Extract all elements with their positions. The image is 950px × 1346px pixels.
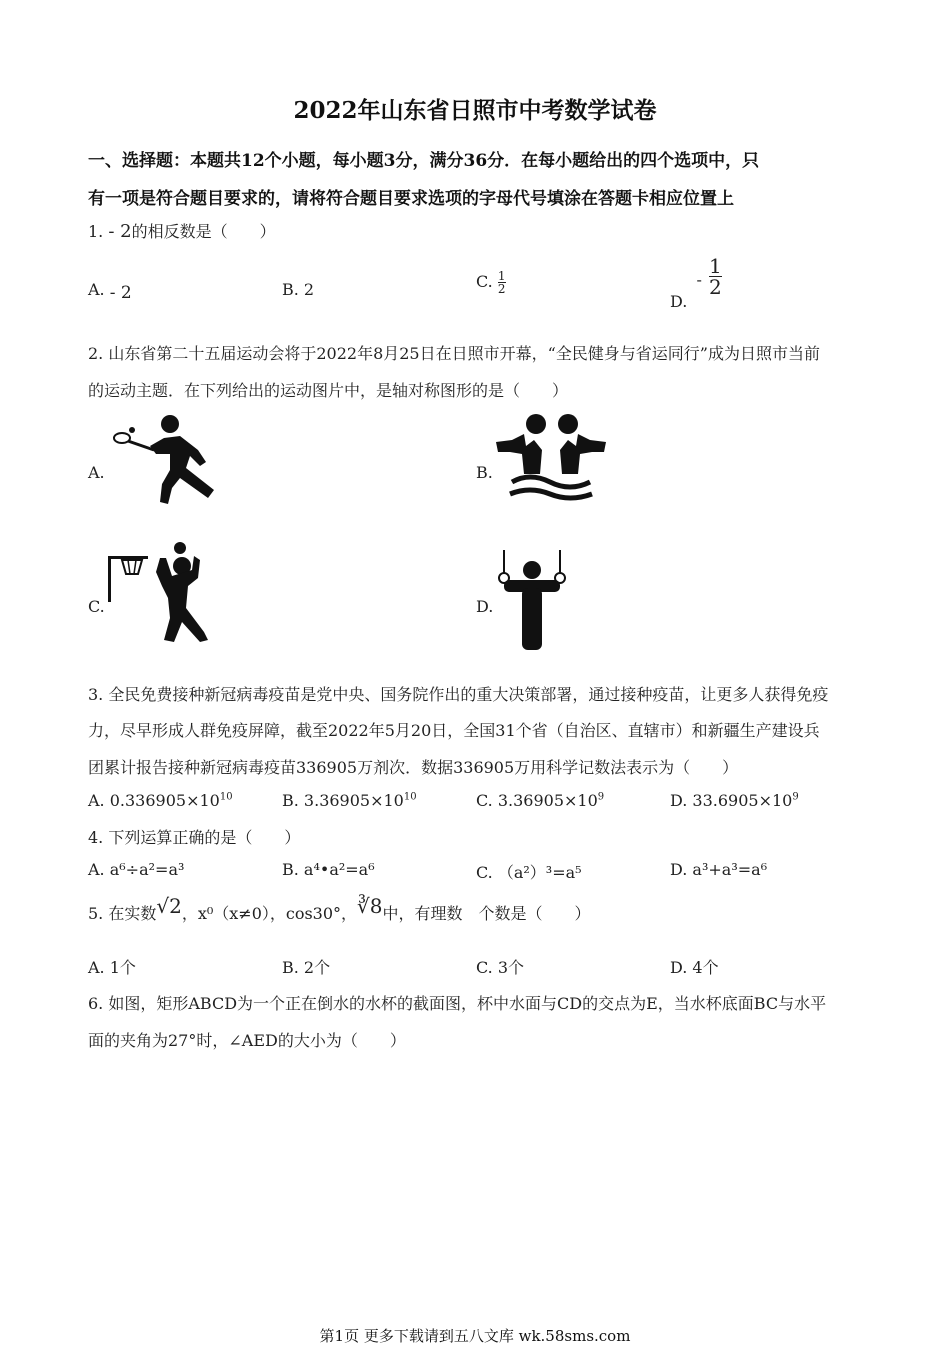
q1-option-c-fraction — [498, 270, 506, 295]
q3-option-d-text: D. 33.6905×10 — [670, 791, 793, 810]
q3-option-b[interactable] — [282, 791, 417, 810]
q3-option-c-text: C. 3.36905×10 — [476, 791, 598, 810]
q1-expression: - 2 — [108, 221, 132, 242]
q1-number: 1. — [88, 222, 104, 241]
q1-option-d[interactable] — [670, 254, 722, 311]
q5-sqrt2: √2 — [156, 894, 182, 918]
q1-option-c[interactable] — [476, 270, 506, 295]
q5-suffix: 中，有理数 个数是（ ） — [382, 904, 591, 923]
question-6-line2: 面的夹角为27°时，∠AED的大小为（ ） — [88, 1031, 406, 1050]
fraction-denominator: 2 — [497, 282, 506, 296]
fraction-numerator: 1 — [497, 269, 506, 283]
q5-option-c[interactable]: C. 3个 — [476, 958, 525, 977]
section-heading-line1: 一、选择题：本题共12个小题，每小题3分，满分36分．在每小题给出的四个选项中，只 — [88, 151, 760, 171]
q5-cbrt8: ∛8 — [357, 894, 383, 918]
basketball-player-icon[interactable] — [106, 542, 216, 650]
q3-option-d[interactable] — [670, 791, 799, 810]
question-2-line2: 的运动主题．在下列给出的运动图片中，是轴对称图形的是（ ） — [88, 381, 569, 400]
synchronized-swimmers-icon[interactable] — [494, 410, 608, 506]
q5-option-d[interactable]: D. 4个 — [670, 958, 719, 977]
question-5 — [88, 894, 591, 924]
page-title: 2022年山东省日照市中考数学试卷 — [293, 97, 657, 124]
q3-option-a[interactable] — [88, 791, 233, 810]
page-footer: 第1页 更多下载请到五八文库 wk.58sms.com — [319, 1327, 631, 1345]
q2-option-c-label[interactable]: C. — [88, 597, 105, 616]
q1-option-c-label: C. — [476, 272, 493, 291]
q1-option-b[interactable]: B. 2 — [282, 280, 315, 299]
badminton-player-icon[interactable] — [106, 410, 222, 506]
q5-middle: ，x⁰（x≠0），cos30°， — [181, 904, 358, 923]
q1-option-a-value: - 2 — [109, 283, 132, 303]
question-3-line1: 3. 全民免费接种新冠病毒疫苗是党中央、国务院作出的重大决策部署，通过接种疫苗，让更多人获得免疫 — [88, 685, 829, 704]
q4-option-c[interactable]: C. （a²）³=a⁵ — [476, 863, 582, 882]
question-4: 4. 下列运算正确的是（ ） — [88, 828, 301, 847]
q1-option-d-sign: - — [696, 270, 702, 289]
q1-text: 的相反数是（ ） — [131, 222, 276, 241]
q2-option-a-label[interactable]: A. — [88, 463, 105, 482]
q2-option-b-label[interactable]: B. — [476, 463, 493, 482]
q5-option-a[interactable]: A. 1个 — [88, 958, 136, 977]
q3-option-a-exponent: 10 — [219, 791, 233, 803]
question-3-line3: 团累计报告接种新冠病毒疫苗336905万剂次．数据336905万用科学记数法表示为（ ） — [88, 758, 739, 777]
q3-option-d-exponent: 9 — [792, 791, 799, 803]
q4-option-a[interactable]: A. a⁶÷a²=a³ — [88, 860, 185, 879]
q1-option-d-label: D. — [670, 292, 688, 311]
q3-option-c[interactable] — [476, 791, 604, 810]
question-2-line1: 2. 山东省第二十五届运动会将于2022年8月25日在日照市开幕，“全民健身与省运同行”成为日照市当前 — [88, 344, 820, 363]
q3-option-b-text: B. 3.36905×10 — [282, 791, 404, 810]
question-1 — [88, 219, 276, 242]
section-heading-line2: 有一项是符合题目要求的，请将符合题目要求选项的字母代号填涂在答题卡相应位置上 — [88, 189, 734, 209]
fraction-denominator: 2 — [708, 275, 722, 299]
q1-option-a-label: A. — [88, 280, 105, 299]
gymnast-rings-icon[interactable] — [494, 548, 570, 652]
q5-prefix: 5. 在实数 — [88, 904, 157, 923]
q3-option-c-exponent: 9 — [597, 791, 605, 803]
q1-option-a[interactable] — [88, 280, 132, 303]
question-3-line2: 力，尽早形成人群免疫屏障，截至2022年5月20日，全国31个省（自治区、直辖市）和新疆生产建设兵 — [88, 721, 820, 740]
question-6-line1: 6. 如图，矩形ABCD为一个正在倒水的水杯的截面图，杯中水面与CD的交点为E，当水杯底面BC与水平 — [88, 994, 827, 1013]
q3-option-b-exponent: 10 — [403, 791, 417, 803]
q4-option-d[interactable]: D. a³+a³=a⁶ — [670, 860, 768, 879]
q3-option-a-text: A. 0.336905×10 — [88, 791, 220, 810]
q5-option-b[interactable]: B. 2个 — [282, 958, 331, 977]
q1-option-d-fraction — [709, 256, 722, 297]
q2-option-d-label[interactable]: D. — [476, 597, 494, 616]
q4-option-b[interactable]: B. a⁴•a²=a⁶ — [282, 860, 375, 879]
fraction-numerator: 1 — [708, 254, 722, 278]
